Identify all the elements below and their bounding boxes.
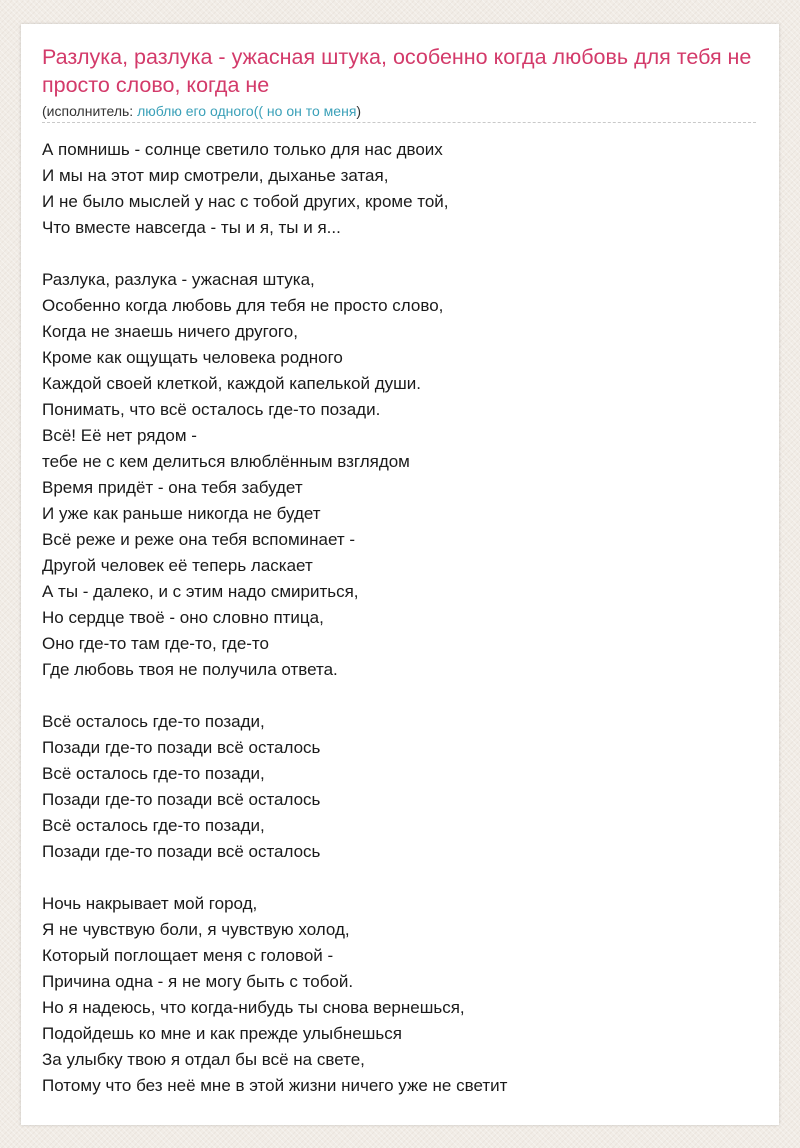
lyric-line: Позади где-то позади всё осталось bbox=[42, 738, 321, 757]
lyric-line: Понимать, что всё осталось где-то позади. bbox=[42, 400, 381, 419]
song-title: Разлука, разлука - ужасная штука, особенно когда любовь для тебя не просто слово, когда не bbox=[42, 45, 752, 97]
lyric-line: Причина одна - я не могу быть с тобой. bbox=[42, 972, 354, 991]
artist-link[interactable]: люблю его одного(( но он то меня bbox=[137, 103, 357, 119]
lyric-line: Разлука, разлука - ужасная штука, bbox=[42, 270, 315, 289]
artist-suffix: ) bbox=[356, 103, 362, 119]
lyric-line: За улыбку твою я отдал бы всё на свете, bbox=[42, 1050, 365, 1069]
lyrics-card bbox=[21, 24, 779, 1125]
lyric-line: Подойдешь ко мне и как прежде улыбнешься bbox=[42, 1024, 402, 1043]
lyric-line: Другой человек её теперь ласкает bbox=[42, 556, 313, 575]
lyric-line: Всё осталось где-то позади, bbox=[42, 712, 265, 731]
lyric-line: Когда не знаешь ничего другого, bbox=[42, 322, 298, 341]
lyric-line: Всё! Её нет рядом - bbox=[42, 426, 197, 445]
lyric-line: Каждой своей клеткой, каждой капелькой души. bbox=[42, 374, 421, 393]
artist-line bbox=[42, 102, 756, 123]
lyric-line: А помнишь - солнце светило только для нас двоих bbox=[42, 140, 443, 159]
lyric-line: Оно где-то там где-то, где-то bbox=[42, 634, 269, 653]
lyric-line: А ты - далеко, и с этим надо смириться, bbox=[42, 582, 359, 601]
lyric-line: И не было мыслей у нас с тобой других, кроме той, bbox=[42, 192, 449, 211]
stanza bbox=[42, 891, 757, 1099]
lyric-line: Позади где-то позади всё осталось bbox=[42, 790, 321, 809]
lyric-line: Всё реже и реже она тебя вспоминает - bbox=[42, 530, 356, 549]
lyric-line: Время придёт - она тебя забудет bbox=[42, 478, 303, 497]
lyric-line: тебе не с кем делиться влюблённым взглядом bbox=[42, 452, 410, 471]
stanza bbox=[42, 709, 757, 865]
lyric-line: Всё осталось где-то позади, bbox=[42, 764, 265, 783]
lyric-line: Что вместе навсегда - ты и я, ты и я... bbox=[42, 218, 341, 237]
lyric-line: Позади где-то позади всё осталось bbox=[42, 842, 321, 861]
lyric-line: Который поглощает меня с головой - bbox=[42, 946, 334, 965]
lyric-line: И уже как раньше никогда не будет bbox=[42, 504, 321, 523]
stanza bbox=[42, 137, 757, 241]
lyric-line: Потому что без неё мне в этой жизни ничего уже не светит bbox=[42, 1076, 508, 1095]
lyrics-body bbox=[42, 137, 757, 1099]
stanza bbox=[42, 267, 757, 683]
lyric-line: Всё осталось где-то позади, bbox=[42, 816, 265, 835]
lyric-line: Я не чувствую боли, я чувствую холод, bbox=[42, 920, 350, 939]
lyric-line: И мы на этот мир смотрели, дыханье затая, bbox=[42, 166, 389, 185]
lyric-line: Но сердце твоё - оно словно птица, bbox=[42, 608, 324, 627]
artist-prefix: (исполнитель: bbox=[42, 103, 138, 119]
lyric-line: Ночь накрывает мой город, bbox=[42, 894, 258, 913]
lyric-line: Где любовь твоя не получила ответа. bbox=[42, 660, 338, 679]
lyric-line: Особенно когда любовь для тебя не просто слово, bbox=[42, 296, 444, 315]
lyric-line: Но я надеюсь, что когда-нибудь ты снова вернешься, bbox=[42, 998, 465, 1017]
lyric-line: Кроме как ощущать человека родного bbox=[42, 348, 343, 367]
